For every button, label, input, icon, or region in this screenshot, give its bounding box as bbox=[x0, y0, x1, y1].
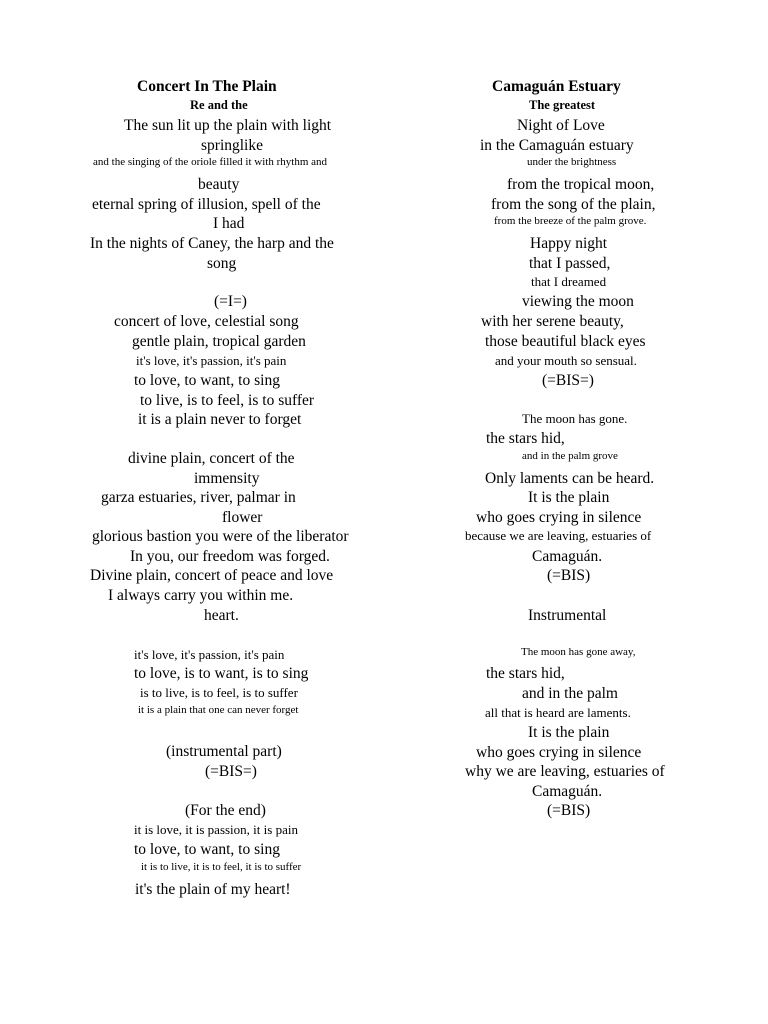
right-line: It is the plain bbox=[528, 489, 610, 506]
right-line: Camaguán. bbox=[532, 548, 603, 565]
left-line: to love, to want, to sing bbox=[134, 841, 280, 858]
left-line: to love, is to want, is to sing bbox=[134, 665, 309, 682]
left-line: In you, our freedom was forged. bbox=[130, 548, 330, 565]
right-line: under the brightness bbox=[527, 156, 617, 168]
left-line: beauty bbox=[198, 176, 240, 193]
right-line: and in the palm bbox=[522, 685, 618, 702]
left-line: divine plain, concert of the bbox=[128, 450, 295, 467]
right-line: from the breeze of the palm grove. bbox=[494, 215, 647, 227]
right-line: (=BIS) bbox=[547, 567, 591, 584]
left-line: garza estuaries, river, palmar in bbox=[101, 489, 296, 506]
left-line: it's love, it's passion, it's pain bbox=[134, 647, 285, 662]
left-line: flower bbox=[222, 509, 263, 526]
right-line: from the tropical moon, bbox=[507, 176, 655, 193]
left-line: it is a plain that one can never forget bbox=[138, 704, 299, 716]
right-line: (=BIS) bbox=[547, 802, 591, 819]
right-line: all that is heard are laments. bbox=[485, 705, 631, 720]
left-line: I always carry you within me. bbox=[108, 587, 294, 604]
right-line: the stars hid, bbox=[486, 430, 565, 447]
left-line: is to live, is to feel, is to suffer bbox=[140, 685, 298, 700]
right-line: (=BIS=) bbox=[542, 372, 594, 389]
right-line: viewing the moon bbox=[522, 293, 634, 310]
right-line: those beautiful black eyes bbox=[485, 333, 646, 350]
left-line: to live, is to feel, is to suffer bbox=[140, 392, 315, 409]
right-title: Camaguán Estuary bbox=[492, 78, 621, 95]
left-line: eternal spring of illusion, spell of the bbox=[92, 196, 321, 213]
right-line: and in the palm grove bbox=[522, 450, 618, 462]
left-line: (=BIS=) bbox=[205, 763, 257, 780]
right-line: from the song of the plain, bbox=[491, 196, 656, 213]
left-line: The sun lit up the plain with light bbox=[124, 117, 332, 134]
right-line: why we are leaving, estuaries of bbox=[465, 763, 665, 780]
left-line: Divine plain, concert of peace and love bbox=[90, 567, 334, 584]
left-line: (instrumental part) bbox=[166, 743, 282, 760]
left-subtitle: Re and the bbox=[190, 98, 248, 112]
right-line: who goes crying in silence bbox=[476, 509, 642, 526]
right-line: in the Camaguán estuary bbox=[480, 137, 634, 154]
left-line: immensity bbox=[194, 470, 260, 487]
right-line: who goes crying in silence bbox=[476, 744, 642, 761]
left-line: it's love, it's passion, it's pain bbox=[136, 353, 287, 368]
left-line: glorious bastion you were of the liberator bbox=[92, 528, 349, 545]
left-line: it's the plain of my heart! bbox=[135, 881, 291, 898]
left-line: it is a plain never to forget bbox=[138, 411, 302, 428]
left-line: it is to live, it is to feel, it is to suffer bbox=[141, 861, 302, 873]
left-line: In the nights of Caney, the harp and the bbox=[90, 235, 334, 252]
right-subtitle: The greatest bbox=[529, 98, 596, 112]
right-line: because we are leaving, estuaries of bbox=[465, 528, 652, 543]
left-line: I had bbox=[213, 215, 245, 232]
right-line: with her serene beauty, bbox=[481, 313, 624, 330]
left-line: gentle plain, tropical garden bbox=[132, 333, 306, 350]
left-line: it is love, it is passion, it is pain bbox=[134, 822, 298, 837]
right-line: The moon has gone away, bbox=[521, 646, 636, 658]
right-line: Happy night bbox=[530, 235, 608, 252]
right-line: the stars hid, bbox=[486, 665, 565, 682]
left-line: and the singing of the oriole filled it with rhythm and bbox=[93, 156, 328, 168]
left-line: heart. bbox=[204, 607, 239, 624]
right-line: Instrumental bbox=[528, 607, 607, 624]
left-line: concert of love, celestial song bbox=[114, 313, 299, 330]
left-line: to love, to want, to sing bbox=[134, 372, 280, 389]
right-line: The moon has gone. bbox=[522, 411, 628, 426]
left-line: (=I=) bbox=[214, 293, 247, 310]
right-line: that I dreamed bbox=[531, 274, 607, 289]
right-line: that I passed, bbox=[529, 255, 611, 272]
left-line: (For the end) bbox=[185, 802, 266, 819]
right-line: and your mouth so sensual. bbox=[495, 353, 637, 368]
left-line: song bbox=[207, 255, 237, 272]
right-line: Night of Love bbox=[517, 117, 605, 134]
right-line: Only laments can be heard. bbox=[485, 470, 655, 487]
left-line: springlike bbox=[201, 137, 263, 154]
left-title: Concert In The Plain bbox=[137, 78, 277, 95]
right-line: It is the plain bbox=[528, 724, 610, 741]
right-line: Camaguán. bbox=[532, 783, 603, 800]
